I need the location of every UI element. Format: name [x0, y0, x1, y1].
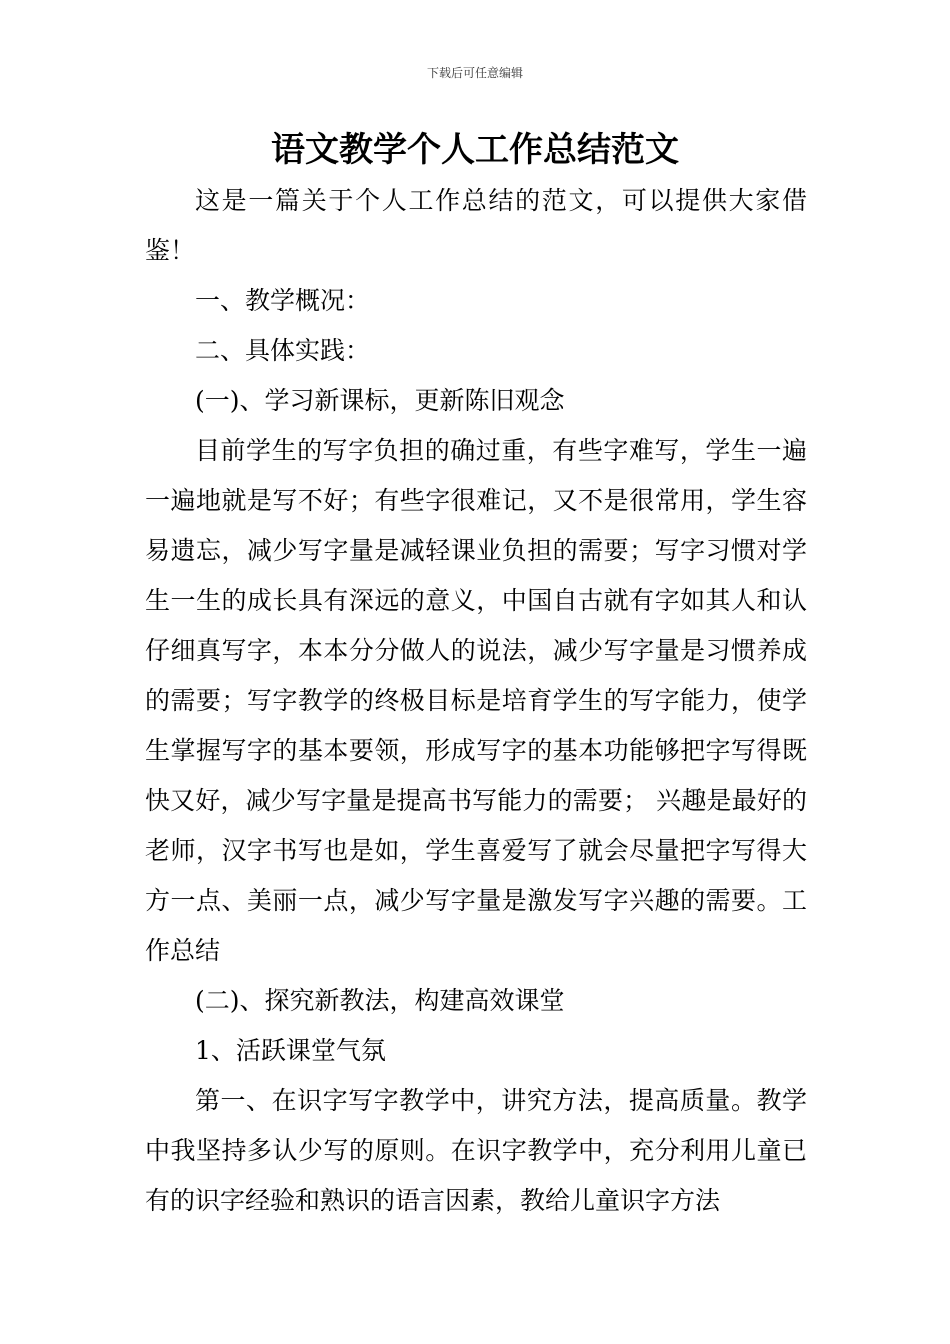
heading-teaching-overview: 一、教学概况：: [195, 286, 371, 315]
document-title: 语文教学个人工作总结范文: [271, 130, 679, 170]
paragraph-intro: 这是一篇关于个人工作总结的范文，可以提供大家借鉴！: [145, 186, 807, 265]
subheading-new-methods: (二)、探究新教法，构建高效课堂: [195, 986, 565, 1015]
subheading-new-curriculum: (一)、学习新课标，更新陈旧观念: [195, 386, 565, 415]
document-body: [145, 176, 807, 1226]
subheading-classroom-atmosphere: 1、活跃课堂气氛: [195, 1036, 386, 1065]
heading-specific-practice: 二、具体实践：: [195, 336, 371, 365]
paragraph-literacy-teaching: 第一、在识字写字教学中，讲究方法，提高质量。教学中我坚持多认少写的原则。在识字教学中，充分利用儿童已有的识字经验和熟识的语言因素，教给儿童识字方法: [145, 1086, 807, 1215]
header-note: 下载后可任意编辑: [426, 66, 523, 80]
paragraph-writing-burden: 目前学生的写字负担的确过重，有些字难写，学生一遍一遍地就是写不好；有些字很难记，又不是很常用，学生容易遗忘，减少写字量是减轻课业负担的需要；写字习惯对学生一生的成长具有深远的意义，中国自古就有字如其人和认仔细真写字，本本分分做人的说法，减少写字量是习惯养成的需要；写字教学的终极目标是培育学生的写字能力，使学生掌握写字的基本要领，形成写字的基本功能够把字写得既快又好，减少写字量是提高书写能力的需要； 兴趣是最好的老师，汉字书写也是如，学生喜爱写了就会尽量把字写得大方一点、美丽一点，减少写字量是激发写字兴趣的需要。工作总结: [145, 436, 807, 965]
